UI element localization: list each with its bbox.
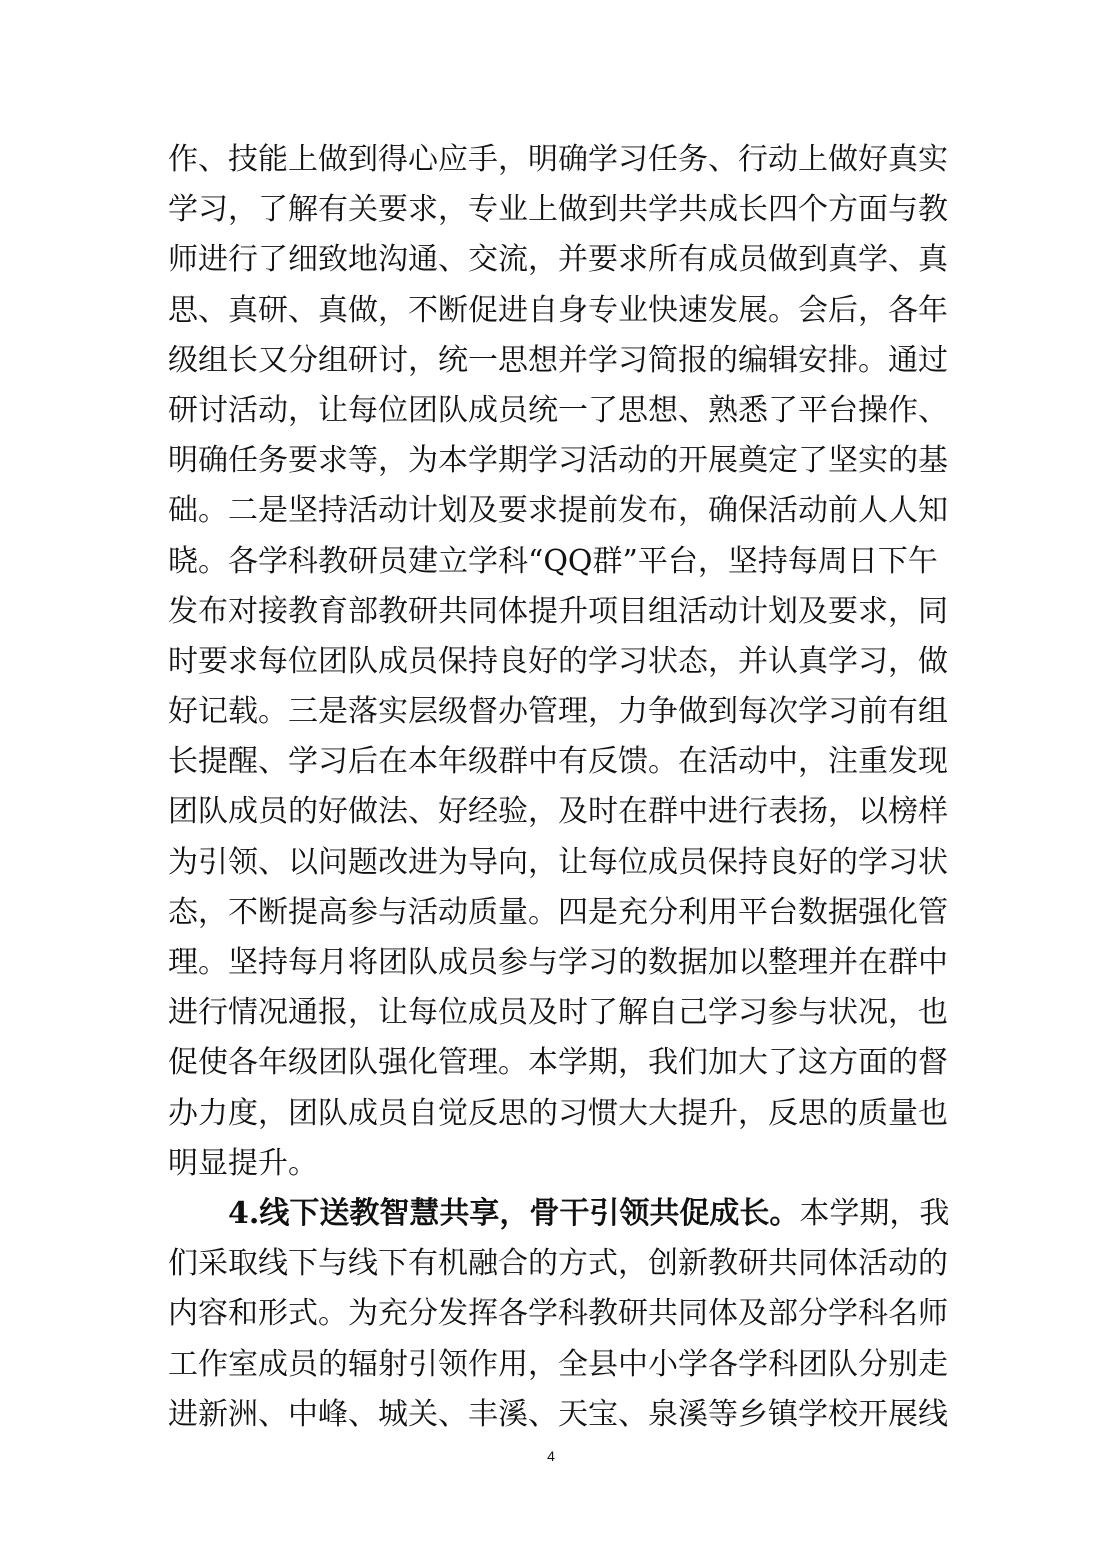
section-4-first-line [168,1189,950,1239]
page-number: 4 [547,1448,555,1464]
body-line: 时要求每位团队成员保持良好的学习状态，并认真学习，做 [168,643,948,679]
section-4-line: 进新洲、中峰、城关、丰溪、天宝、泉溪等乡镇学校开展线 [168,1396,948,1432]
body-line: 团队成员的好做法、好经验，及时在群中进行表扬，以榜样 [168,794,948,830]
body-line: 态，不断提高参与活动质量。四是充分利用平台数据强化管 [168,894,948,930]
section-4-line: 们采取线下与线下有机融合的方式，创新教研共同体活动的 [168,1246,948,1282]
section-4-line: 内容和形式。为充分发挥各学科教研共同体及部分学科名师 [168,1296,948,1332]
body-line: 明确任务要求等，为本学期学习活动的开展奠定了坚实的基 [168,443,948,479]
section-4-heading: 4.线下送教智慧共享，骨干引领共促成长。 [228,1195,800,1231]
body-line: 发布对接教育部教研共同体提升项目组活动计划及要求，同 [168,593,948,629]
body-line: 好记载。三是落实层级督办管理，力争做到每次学习前有组 [168,694,948,730]
section-4-line: 工作室成员的辐射引领作用，全县中小学各学科团队分别走 [168,1346,948,1382]
body-line: 师进行了细致地沟通、交流，并要求所有成员做到真学、真 [168,242,948,278]
body-line: 思、真研、真做，不断促进自身专业快速发展。会后，各年 [168,292,948,328]
body-line: 级组长又分组研讨，统一思想并学习简报的编辑安排。通过 [168,342,948,378]
body-line: 作、技能上做到得心应手，明确学习任务、行动上做好真实 [168,142,948,177]
body-line: 础。二是坚持活动计划及要求提前发布，确保活动前人人知 [168,493,948,529]
body-line: 学习，了解有关要求，专业上做到共学共成长四个方面与教 [168,192,948,228]
body-line: 办力度，团队成员自觉反思的习惯大大提升，反思的质量也 [168,1095,948,1131]
body-line: 进行情况通报，让每位成员及时了解自己学习参与状况，也 [168,995,948,1031]
body-line: 长提醒、学习后在本年级群中有反馈。在活动中，注重发现 [168,744,948,780]
body-line: 为引领、以问题改进为导向，让每位成员保持良好的学习状 [168,844,948,880]
body-line: 研讨活动，让每位团队成员统一了思想、熟悉了平台操作、 [168,392,948,428]
body-text [168,135,950,1440]
body-line: 促使各年级团队强化管理。本学期，我们加大了这方面的督 [168,1045,948,1081]
section-4-lead-text: 本学期，我 [799,1195,950,1231]
body-line: 晓。各学科教研员建立学科“QQ群”平台，坚持每周日下午 [168,543,938,579]
body-line: 明显提升。 [168,1145,318,1181]
body-line: 理。坚持每月将团队成员参与学习的数据加以整理并在群中 [168,945,948,980]
